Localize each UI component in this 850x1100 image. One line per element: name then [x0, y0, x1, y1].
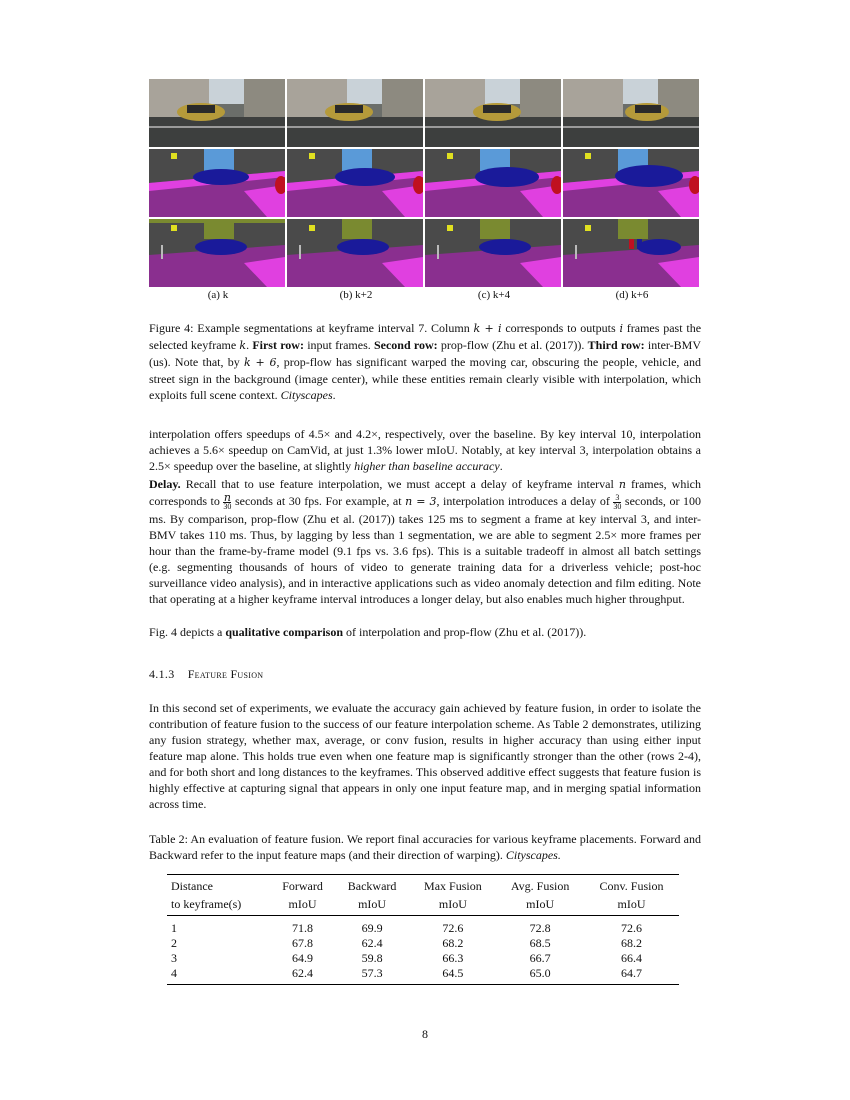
paragraph-speedups [149, 426, 701, 474]
math-inline: 4.2× [356, 427, 378, 441]
table-cell: 66.7 [529, 951, 551, 965]
section-number: 4.1.3 [149, 667, 175, 681]
text: and [330, 427, 357, 441]
table-cell: 59.8 [361, 951, 383, 965]
input-frame [287, 79, 423, 147]
math-inline: k + 6 [244, 356, 277, 369]
fraction-denominator: 30 [613, 501, 622, 511]
table-row [167, 916, 679, 937]
text: Table 2: An evaluation of feature fusion. We report final accuracies for various keyframe placements. Forward and Backward refer to the input feature maps (and their direction of warping). [149, 832, 701, 862]
caption-text: frames past the selected keyframe [149, 321, 702, 352]
table-header-row [167, 895, 679, 916]
input-frame [149, 79, 285, 147]
fraction-denominator: 30 [223, 501, 232, 511]
table-cell: 1 [171, 921, 177, 935]
caption-text: input frames. [303, 338, 374, 352]
table-cell: 64.5 [410, 966, 497, 985]
text: speedup over the baseline, at slightly [170, 459, 355, 473]
table-row [167, 966, 679, 985]
fusion-results-table [167, 874, 679, 985]
caption-bold: First row: [252, 338, 304, 352]
text: seconds, or 100 ms. By comparison, prop-flow (Zhu et al. (2017)) takes 125 ms to segment a frame at key interval 3, and inter-BMV takes 110 ms. Thus, by lagging by less than 1 segmentation, we are able to segment [149, 494, 701, 542]
inter-bmv-row [149, 219, 701, 287]
table-header: Avg. Fusion [496, 875, 584, 896]
paragraph-qualitative [149, 624, 701, 640]
text: frames, which corresponds to [149, 477, 701, 508]
table-header-row [167, 875, 679, 896]
math-inline: 2.5× [595, 527, 618, 542]
prop-flow-segmentation [425, 149, 561, 217]
text: seconds at 30 fps. For example, at [231, 494, 406, 508]
table-header: mIoU [496, 895, 584, 916]
inter-bmv-segmentation [149, 219, 285, 287]
fraction-numerator: 3 [615, 492, 620, 502]
prop-flow-segmentation [563, 149, 699, 217]
table-cell: 4 [167, 966, 270, 985]
prop-flow-row [149, 149, 701, 217]
input-frames-row [149, 79, 701, 147]
table-cell: 72.8 [529, 921, 551, 935]
caption-bold: Third row: [587, 338, 645, 352]
table-cell: 57.3 [335, 966, 410, 985]
math-inline: k [239, 339, 247, 352]
sublabel-c: (c) k+4 [477, 289, 511, 301]
table-cell: 2 [171, 936, 177, 950]
table-header: Backward [335, 875, 410, 896]
text: , interpolation introduces a delay of [436, 494, 614, 508]
table-cell: 62.4 [270, 966, 334, 985]
table-cell: 67.8 [292, 936, 314, 950]
table-cell: 66.3 [442, 951, 464, 965]
page-number: 8 [422, 1027, 428, 1041]
math-inline: 5.6× [203, 443, 225, 457]
paragraph-heading: Delay. [149, 477, 181, 491]
math-inline: 4.5× [308, 427, 331, 441]
math-inline: n = 3 [405, 495, 437, 508]
caption-bold: Second row: [373, 338, 438, 352]
table-cell: 69.9 [361, 921, 383, 935]
caption-text: inter-BMV (us). Note that, by [149, 338, 701, 369]
table-header: mIoU [270, 895, 334, 916]
table-header: mIoU [410, 895, 497, 916]
table-cell: 72.6 [621, 921, 642, 935]
italic-text: Cityscapes. [505, 848, 561, 862]
figure-sublabels [149, 289, 701, 301]
section-heading [149, 667, 263, 682]
table-caption [149, 831, 701, 863]
table-cell: 3 [171, 951, 177, 965]
sublabel-b: (b) k+2 [339, 289, 373, 301]
caption-text: . [332, 388, 336, 402]
table-cell: 68.5 [529, 936, 551, 950]
table-cell: 66.4 [621, 951, 642, 965]
table-cell: 68.2 [621, 936, 642, 950]
table-header: Max Fusion [410, 875, 497, 896]
fraction-numerator: n [223, 490, 231, 504]
caption-label: Figure 4: [149, 321, 194, 335]
table-header: Distance [167, 875, 270, 896]
math-inline: k + i [473, 322, 502, 335]
table-header: Conv. Fusion [584, 875, 679, 896]
inter-bmv-segmentation [563, 219, 699, 287]
caption-text: , prop-flow has significant warped the moving car, obscuring the people, vehicle, and street sign in the background (image center), while these entities remain clearly visible with interpolation, which exploits full scene context. [149, 355, 702, 402]
table-cell: 71.8 [292, 921, 314, 935]
table-header: Forward [270, 875, 334, 896]
italic-text: higher than baseline accuracy [354, 459, 500, 473]
text: . [499, 459, 503, 473]
bold-text: qualitative comparison [225, 625, 343, 639]
table-row [167, 951, 679, 966]
input-frame [563, 79, 699, 147]
text: more frames per hour than the frame-by-frame model (9.1 fps vs. 3.6 fps). This is a suitable tradeoff in almost all batch settings (e.g. segmenting thousands of hours of video to generate training data for a driverless vehicle; post-hoc surveillance video analysis), and in interactive applications such as video anomaly detection and film editing. Note that operating at a higher keyframe interval introduces a longer delay, but also enables much higher throughput. [149, 527, 701, 606]
math-inline: i [619, 322, 623, 335]
table-header: mIoU [335, 895, 410, 916]
text: Recall that to use feature interpolation, we must accept a delay of keyframe interval [180, 477, 619, 491]
sublabel-a: (a) k [207, 289, 229, 301]
text: of interpolation and prop-flow (Zhu et al. (2017)). [343, 625, 587, 639]
caption-text: Example segmentations at keyframe interval 7. Column [193, 321, 474, 335]
text: , respectively, over the baseline. By key interval 10, interpolation achieves a [149, 427, 701, 457]
sublabel-d: (d) k+6 [615, 289, 649, 301]
text: interpolation offers speedups of [149, 427, 309, 441]
prop-flow-segmentation [287, 149, 423, 217]
text: Fig. 4 depicts a [149, 625, 226, 639]
inter-bmv-segmentation [287, 219, 423, 287]
caption-text: prop-flow (Zhu et al. (2017)). [437, 338, 588, 352]
section-title: Feature Fusion [187, 667, 264, 681]
input-frame [425, 79, 561, 147]
table-row [167, 936, 679, 951]
table-header: mIoU [584, 895, 679, 916]
caption-text: . [246, 338, 253, 352]
table-cell: 62.4 [361, 936, 383, 950]
table-cell: 68.2 [442, 936, 464, 950]
caption-text: corresponds to outputs [501, 321, 620, 335]
table-header: to keyframe(s) [167, 895, 270, 916]
math-inline: 2.5× [149, 459, 171, 473]
figure-4-grid [149, 79, 701, 289]
paragraph-delay [149, 476, 701, 607]
text: speedup on CamVid, at just 1.3% lower mIoU. Notably, at key interval 3, interpolation obtains a [224, 443, 702, 457]
prop-flow-segmentation [149, 149, 285, 217]
figure-caption [149, 320, 701, 403]
math-inline: n [618, 478, 626, 491]
table-cell: 72.6 [442, 921, 464, 935]
inter-bmv-segmentation [425, 219, 561, 287]
table-cell: 64.9 [292, 951, 314, 965]
table-cell: 65.0 [496, 966, 584, 985]
caption-italic: Cityscapes [280, 388, 333, 402]
table-cell: 64.7 [584, 966, 679, 985]
paragraph-feature-fusion: In this second set of experiments, we evaluate the accuracy gain achieved by feature fusion, in order to isolate the contribution of feature fusion to the success of our feature interpolation scheme. As Table 2 demonstrates, utilizing any fusion strategy, whether max, average, or conv fusion, results in higher accuracy than using either input feature map alone. This holds true even when one feature map is significantly stronger than the other (rows 2-4), and for both short and long distances to the keyframes. This observed additive effect suggests that feature fusion is highly effective at capturing signal that appears in only one input feature map, and in merging spatial information across time. [149, 701, 701, 811]
